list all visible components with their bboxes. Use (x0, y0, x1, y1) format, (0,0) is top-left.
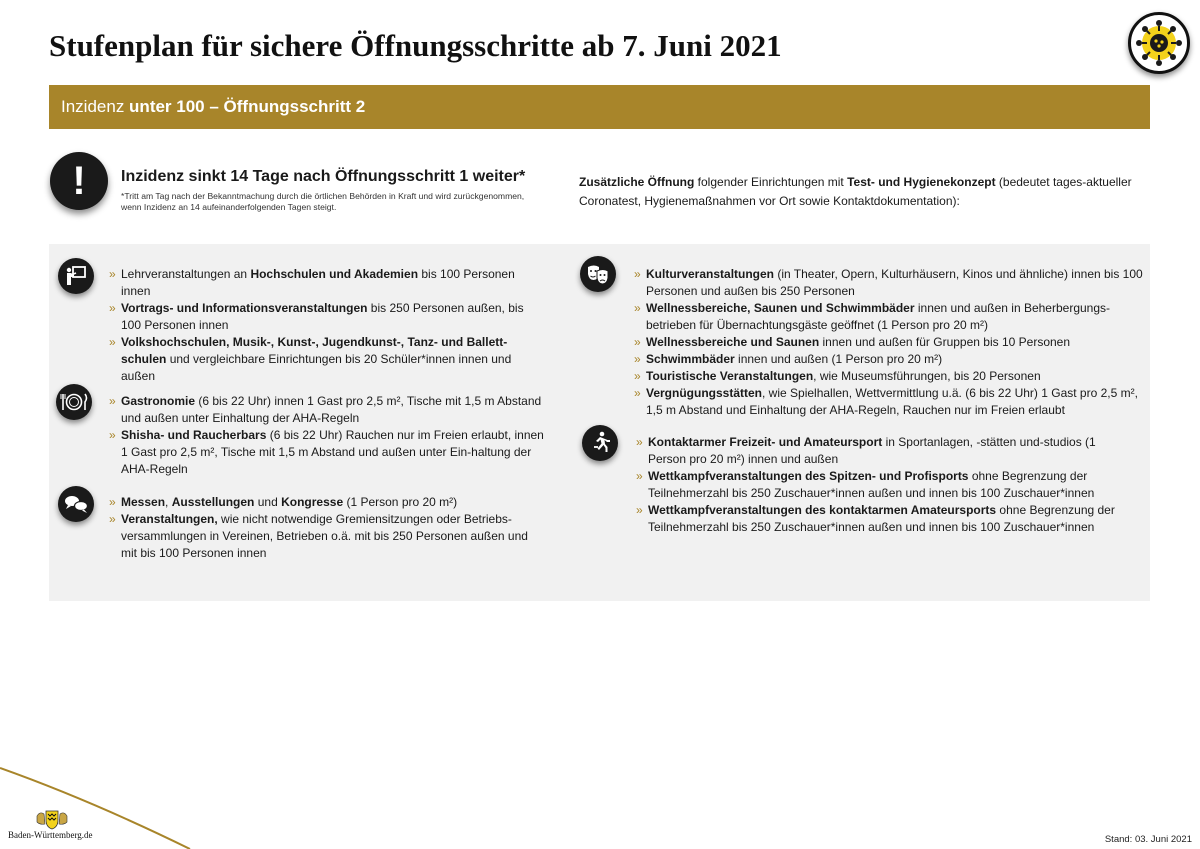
list-item: » Vergnügungsstätten, wie Spielhallen, Wettvermittlung u.ä. (6 bis 22 Uhr) 1 Gast pro 2,5 m², 1,5 m Abstand und Einhaltung der AHA-Regeln, Rauchen nur im Freien erlaubt (634, 385, 1144, 419)
banner (49, 85, 1150, 129)
list-item: » Touristische Veranstaltungen, wie Museumsführungen, bis 20 Personen (634, 368, 1144, 385)
virus-icon (1128, 12, 1190, 74)
list-item: » Veranstaltungen, wie nicht notwendige Gremiensitzungen oder Betriebs-versammlungen in Vereinen, Betrieben o.ä. mit bis 250 Personen außen und mit bis 100 Personen innen (109, 511, 544, 562)
list-item: » Wettkampfveranstaltungen des Spitzen- und Profisports ohne Begrenzung der Teilnehmerzahl bis 250 Zuschauer*innen außen und innen bis 100 Zuschauer*innen (636, 468, 1136, 502)
brand-text: Baden-Württemberg.de (8, 830, 93, 840)
list-item: » Messen, Ausstellungen und Kongresse (1 Person pro 20 m²) (109, 494, 544, 511)
list-item: » Wettkampfveranstaltungen des kontaktarmen Amateursports ohne Begrenzung der Teilnehmerzahl bis 250 Zuschauer*innen außen und innen bis 100 Zuschauer*innen (636, 502, 1136, 536)
list-item: » Lehrveranstaltungen an Hochschulen und Akademien bis 100 Personen innen (109, 266, 544, 300)
list-item: » Wellnessbereiche und Saunen innen und außen für Gruppen bis 10 Personen (634, 334, 1144, 351)
intro-text-2: (bedeutet tages-aktueller Coronatest, Hygienemaßnahmen vor Ort sowie Kontaktdokumentation): (579, 175, 1132, 208)
list-item: » Volkshochschulen, Musik-, Kunst-, Jugendkunst-, Tanz- und Ballett-schulen und vergleichbare Einrichtungen bis 20 Schüler*innen innen und außen (109, 334, 544, 385)
intro-bold-1: Zusätzliche Öffnung (579, 175, 695, 189)
right-list-culture (634, 266, 1144, 419)
list-item: » Kulturveranstaltungen (in Theater, Opern, Kulturhäusern, Kinos und ähnliche) innen bis 100 Personen und außen bis 250 Personen (634, 266, 1144, 300)
list-item: » Wellnessbereiche, Saunen und Schwimmbäder innen und außen in Beherbergungs-betrieben für Übernachtungsgäste geöffnet (1 Person pro 20 m²) (634, 300, 1144, 334)
page-title: Stufenplan für sichere Öffnungsschritte ab 7. Juni 2021 (49, 28, 782, 63)
list-item: » Kontaktarmer Freizeit- und Amateursport in Sportanlagen, -stätten und-studios (1 Person pro 20 m²) innen und außen (636, 434, 1136, 468)
intro-text-1: folgender Einrichtungen mit (694, 175, 848, 189)
theater-masks-icon (580, 256, 616, 292)
banner-prefix: Inzidenz (61, 97, 130, 116)
stand-date: Stand: 03. Juni 2021 (1104, 834, 1192, 845)
intro-text (579, 173, 1139, 211)
coat-of-arms-logo (34, 808, 70, 830)
running-person-icon (582, 425, 618, 461)
alert-footnote: *Tritt am Tag nach der Bekanntmachung durch die örtlichen Behörden in Kraft und wird zurückgenommen, wenn Inzidenz an 14 aufeinanderfolgenden Tagen steigt. (121, 191, 525, 212)
intro-bold-2: Test- und Hygienekonzept (847, 175, 996, 189)
exclamation-icon: ! (50, 152, 108, 210)
banner-bold: unter 100 – Öffnungsschritt 2 (129, 97, 366, 116)
alert-headline: Inzidenz sinkt 14 Tage nach Öffnungsschritt 1 weiter* (121, 168, 526, 185)
right-list-sports (636, 434, 1136, 536)
list-item: » Gastronomie (6 bis 22 Uhr) innen 1 Gast pro 2,5 m², Tische mit 1,5 m Abstand und außen unter Einhaltung der AHA-Regeln (109, 393, 544, 427)
list-item: » Schwimmbäder innen und außen (1 Person pro 20 m²) (634, 351, 1144, 368)
list-item: » Shisha- und Raucherbars (6 bis 22 Uhr) Rauchen nur im Freien erlaubt, innen 1 Gast pro 2,5 m², Tische mit 1,5 m Abstand und außen unter Ein-haltung der AHA-Regeln (109, 427, 544, 478)
gold-corner-line (0, 0, 200, 849)
list-item: » Vortrags- und Informationsveranstaltungen bis 250 Personen außen, bis 100 Personen innen (109, 300, 544, 334)
